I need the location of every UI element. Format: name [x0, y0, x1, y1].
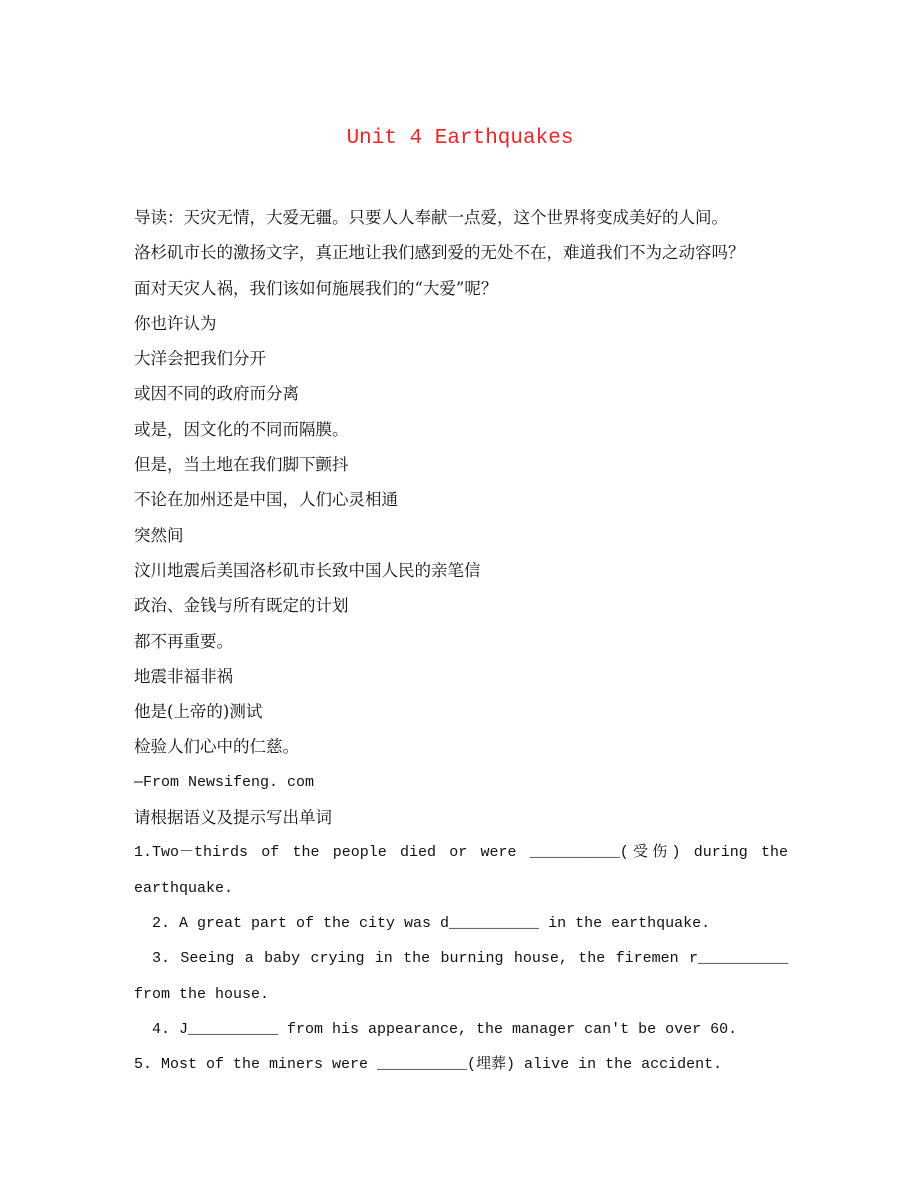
exercise-1: 1.Two－thirds of the people died or were __________(受伤) during the — [134, 844, 788, 862]
poem-line: 大洋会把我们分开 — [134, 349, 266, 369]
intro-line: 洛杉矶市长的激扬文字，真正地让我们感到爱的无处不在，难道我们不为之动容吗？ — [134, 243, 745, 263]
poem-line: 突然间 — [134, 525, 184, 545]
poem-line: 汶川地震后美国洛杉矶市长致中国人民的亲笔信 — [134, 560, 481, 580]
poem-line: 但是，当土地在我们脚下颤抖 — [134, 455, 349, 475]
poem-line: 或是，因文化的不同而隔膜。 — [134, 419, 349, 439]
poem-line: 不论在加州还是中国，人们心灵相通 — [134, 490, 398, 510]
intro-line: 面对天灾人祸，我们该如何施展我们的“大爱”呢？ — [134, 278, 498, 298]
poem-line: 地震非福非祸 — [134, 666, 233, 686]
exercise-5: 5. Most of the miners were __________(埋葬) alive in the accident. — [134, 1056, 723, 1074]
poem-line: 都不再重要。 — [134, 631, 233, 651]
poem-line: 他是(上帝的)测试 — [134, 702, 263, 722]
exercise-1-continued: earthquake. — [134, 879, 234, 897]
exercise-3: 3. Seeing a baby crying in the burning house, the firemen r__________ — [152, 950, 788, 968]
exercise-instruction: 请根据语义及提示写出单词 — [134, 808, 332, 828]
exercise-2: 2. A great part of the city was d__________ in the earthquake. — [152, 914, 711, 932]
intro-line: 导读：天灾无情，大爱无疆。只要人人奉献一点爱，这个世界将变成美好的人间。 — [134, 208, 728, 227]
exercise-4: 4. J__________ from his appearance, the manager can't be over 60. — [152, 1020, 738, 1038]
poem-line: 政治、金钱与所有既定的计划 — [134, 596, 349, 616]
poem-line: 或因不同的政府而分离 — [134, 384, 299, 404]
document-body — [134, 200, 788, 1082]
poem-line: 检验人们心中的仁慈。 — [134, 737, 299, 757]
source-credit: —From Newsifeng. com — [134, 773, 315, 791]
exercise-3-continued: from the house. — [134, 985, 270, 1003]
page-title: Unit 4 Earthquakes — [346, 127, 574, 150]
poem-line: 你也许认为 — [134, 313, 217, 333]
